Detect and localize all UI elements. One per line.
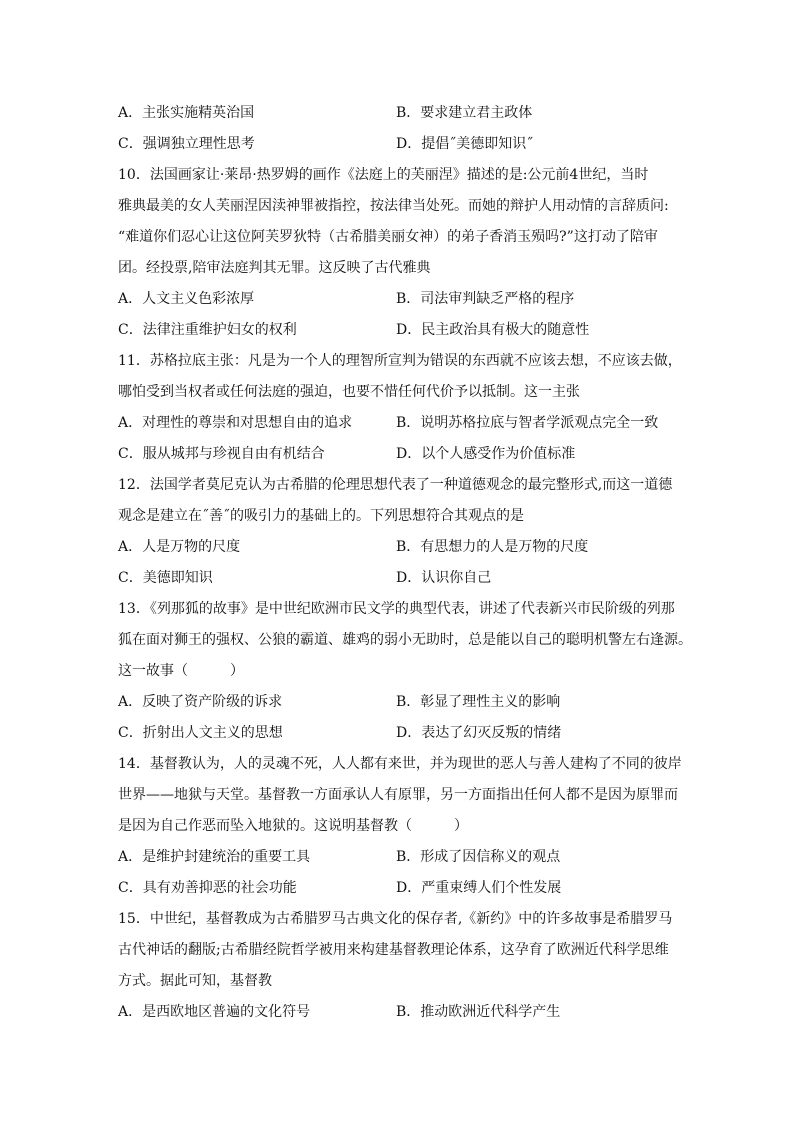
option-c: C．服从城邦与珍视自由有机结合 bbox=[118, 446, 325, 462]
option-d: D．严重束缚人们个性发展 bbox=[396, 880, 562, 896]
question-13-stem-line: 狐在面对狮王的强权、公狼的霸道、雄鸡的弱小无助时，总是能以自己的聪明机警左右逢源。 bbox=[118, 632, 692, 648]
option-b: B．推动欧洲近代科学产生 bbox=[396, 1004, 561, 1020]
question-11-stem-line: 哪怕受到当权者或任何法庭的强迫，也要不惜任何代价予以抵制。这一主张 bbox=[118, 384, 580, 400]
question-14-stem-line: 是因为自己作恶而坠入地狱的。这说明基督教（ ） bbox=[118, 818, 468, 834]
option-d: D．以个人感受作为价值标准 bbox=[396, 446, 576, 462]
option-b: B．形成了因信称义的观点 bbox=[396, 849, 561, 865]
option-c: C．美德即知识 bbox=[118, 570, 213, 586]
question-15-stem-line: 古代神话的翻版;古希腊经院哲学被用来构建基督教理论体系，这孕育了欧洲近代科学思维 bbox=[118, 942, 669, 958]
option-c: C．折射出人文主义的思想 bbox=[118, 725, 283, 741]
question-11-stem-line: 11．苏格拉底主张：凡是为一个人的理智所宣判为错误的东西就不应该去想，不应该去做， bbox=[118, 353, 682, 369]
question-10-stem-line: 团。经投票,陪审法庭判其无罪。这反映了古代雅典 bbox=[118, 260, 431, 276]
question-14-stem-line: 14．基督教认为，人的灵魂不死，人人都有来世，并为现世的恶人与善人建构了不同的彼岸 bbox=[118, 756, 682, 772]
question-12-stem-line: 12．法国学者莫尼克认为古希腊的伦理思想代表了一种道德观念的最完整形式,而这一道德 bbox=[118, 477, 673, 493]
question-14-options-row-2 bbox=[118, 879, 678, 897]
question-10-options-row-1 bbox=[118, 290, 678, 308]
question-10-stem-line: 10．法国画家让·莱昂·热罗姆的画作《法庭上的芙丽涅》描述的是:公元前4世纪，当时 bbox=[118, 167, 649, 183]
question-13-options-row-1 bbox=[118, 693, 678, 711]
option-c: C．法律注重维护妇女的权利 bbox=[118, 322, 297, 338]
question-15-stem-line: 方式。据此可知，基督教 bbox=[118, 973, 272, 989]
option-a: A．人文主义色彩浓厚 bbox=[118, 291, 255, 307]
option-c: C．强调独立理性思考 bbox=[118, 136, 255, 152]
option-d: D．民主政治具有极大的随意性 bbox=[396, 322, 590, 338]
question-9-options-row-2 bbox=[118, 135, 678, 153]
option-d: D．表达了幻灭反叛的情绪 bbox=[396, 725, 562, 741]
question-14-options-row-1 bbox=[118, 848, 678, 866]
option-c: C．具有劝善抑恶的社会功能 bbox=[118, 880, 297, 896]
option-b: B．说明苏格拉底与智者学派观点完全一致 bbox=[396, 415, 659, 431]
question-13-stem-line: 13．《列那狐的故事》是中世纪欧洲市民文学的典型代表，讲述了代表新兴市民阶级的列那 bbox=[118, 601, 675, 617]
option-a: A．反映了资产阶级的诉求 bbox=[118, 694, 283, 710]
question-11-options-row-1 bbox=[118, 414, 678, 432]
question-10-stem-line: 雅典最美的女人芙丽涅因渎神罪被指控，按法律当处死。而她的辩护人用动情的言辞质问: bbox=[118, 198, 669, 214]
question-11-options-row-2 bbox=[118, 445, 678, 463]
option-a: A．对理性的尊崇和对思想自由的追求 bbox=[118, 415, 353, 431]
question-13-options-row-2 bbox=[118, 724, 678, 742]
question-10-options-row-2 bbox=[118, 321, 678, 339]
option-b: B．司法审判缺乏严格的程序 bbox=[396, 291, 575, 307]
question-9-options-row-1 bbox=[118, 104, 678, 122]
question-15-stem-line: 15．中世纪，基督教成为古希腊罗马古典文化的保存者,《新约》中的许多故事是希腊罗马 bbox=[118, 911, 673, 927]
option-b: B．彰显了理性主义的影响 bbox=[396, 694, 561, 710]
option-a: A．是西欧地区普遍的文化符号 bbox=[118, 1004, 311, 1020]
question-12-options-row-1 bbox=[118, 538, 678, 556]
option-d: D．提倡˝美德即知识˝ bbox=[396, 136, 534, 152]
option-b: B．有思想力的人是万物的尺度 bbox=[396, 539, 589, 555]
question-13-stem-line: 这一故事（ ） bbox=[118, 663, 244, 679]
question-12-options-row-2 bbox=[118, 569, 678, 587]
question-14-stem-line: 世界——地狱与天堂。基督教一方面承认人有原罪，另一方面指出任何人都不是因为原罪而 bbox=[118, 787, 678, 803]
question-10-stem-line: “难道你们忍心让这位阿芙罗狄特（古希腊美丽女神）的弟子香消玉殒吗?”这打动了陪审 bbox=[118, 229, 658, 245]
option-a: A．是维护封建统治的重要工具 bbox=[118, 849, 311, 865]
option-a: A．主张实施精英治国 bbox=[118, 105, 255, 121]
option-b: B．要求建立君主政体 bbox=[396, 105, 533, 121]
option-a: A．人是万物的尺度 bbox=[118, 539, 241, 555]
question-12-stem-line: 观念是建立在˝善˝的吸引力的基础上的。下列思想符合其观点的是 bbox=[118, 508, 524, 524]
option-d: D．认识你自己 bbox=[396, 570, 492, 586]
question-15-options-row-1 bbox=[118, 1003, 678, 1021]
